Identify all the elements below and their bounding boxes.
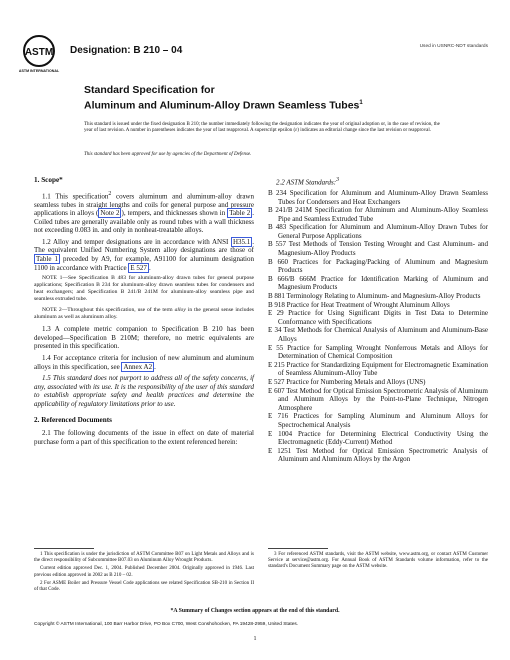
designation: Designation: B 210 – 04 [70,45,183,56]
ref-item: E 215 Practice for Standardizing Equipment for Electromagnetic Examination of Seamless Aluminum-Alloy Tube [268,360,488,378]
page-number: 1 [253,636,257,642]
footnote-divider-right [268,548,328,549]
section-2-heading: 2. Referenced Documents [34,415,112,424]
note-2: NOTE 2—Throughout this specification, use of the term alloy in the general sense includes aluminum as well as aluminum alloy. [34,307,254,321]
astm-logo [18,34,60,74]
left-column [34,176,254,449]
link-table-2[interactable]: Table 2 [229,209,251,218]
title-line-2: Aluminum and Aluminum-Alloy Drawn Seamless Tubes [84,99,360,111]
footnote-divider-left [34,548,94,549]
ref-item: B 660 Practices for Packaging/Packing of Aluminum and Magnesium Products [268,257,488,275]
copyright-line: Copyright © ASTM International, 100 Barr Harbor Drive, PO Box C700, West Conshohocken, PA 19428-2959, United States. [34,622,299,627]
agency-approval-note: This standard has been approved for use by agencies of the Department of Defense. [84,152,252,157]
astm-standards-heading: 2.2 ASTM Standards:$^3$ [276,177,340,187]
link-table-1[interactable]: Table 1 [36,255,58,264]
ref-item: E 1004 Practice for Determining Electrical Conductivity Using the Electromagnetic (Eddy-Current) Method [268,429,488,447]
ref-item: B 557 Test Methods of Tension Testing Wrought and Cast Aluminum- and Magnesium-Alloy Products [268,240,488,258]
svg-text:ASTM: ASTM [24,47,54,58]
ref-item: E 607 Test Method for Optical Emission Spectrometric Analysis of Aluminum and Aluminum Alloys by the Point-to-Plane Technique, Nitrogen Atmosphere [268,386,488,412]
ref-item: B 483 Specification for Aluminum and Aluminum-Alloy Drawn Tubes for General Purpose Applications [268,223,488,240]
summary-of-changes-note: *A Summary of Changes section appears at the end of this standard. [170,608,340,614]
paragraph-1-3: 1.3 A complete metric companion to Specification B 210 has been developed—Specification B 210M; therefore, no metric equivalents are presented in this specification. [34,325,254,351]
ref-item: B 234 Specification for Aluminum and Aluminum-Alloy Drawn Seamless Tubes for Condensers and Heat Exchangers [268,188,488,206]
logo-text: ASTM INTERNATIONAL [18,69,60,73]
link-note-2[interactable]: Note 2 [100,209,120,218]
document-title [84,84,444,112]
paragraph-2-1: 2.1 The following documents of the issue in effect on date of material purchase form a part of this specification to the extent referenced herein: [34,429,254,446]
paragraph-1-5: 1.5 This standard does not purport to address all of the safety concerns, if any, associated with its use. It is the responsibility of the user of this standard to establish appropriate safety and health practices and determine the applicability of regulatory limitations prior to use. [34,374,254,409]
footnote-1: 1 This specification is under the jurisdiction of ASTM Committee B07 on Light Metals and Alloys and is the direct responsibility of Subcommittee B07.03 on Aluminum Alloy Wrought Products. [34,552,254,564]
ref-item: E 29 Practice for Using Significant Digits in Test Data to Determine Conformance with Specifications [268,309,488,326]
title-line-1: Standard Specification for [84,84,215,96]
paragraph-1-2: 1.2 Alloy and temper designations are in accordance with ANSI H35.1 . The equivalent Unified Numbering System alloy designations are those of Table 1 preceded by A9, for example, A91100 for aluminum designation 1100 in accordance with Practice E 527 . [34,237,254,272]
ref-item: B 881 Terminology Relating to Aluminum- and Magnesium-Alloy Products [268,292,481,301]
paragraph-1-4: 1.4 For acceptance criteria for inclusion of new aluminum and aluminum alloys in this specification, see Annex A2 . [34,354,254,371]
note-1: NOTE 1—See Specification B 483 for aluminum-alloy drawn tubes for general purpose applications; Specification B 234 for aluminum-alloy drawn seamless tubes for condensers and heat exchangers; and Specification B 241/B 241M for aluminum-alloy seamless pipe and seamless extruded tube. [34,275,254,303]
ref-item: E 527 Practice for Numbering Metals and Alloys (UNS) [268,377,426,386]
link-annex-a2[interactable]: Annex A2 [123,362,153,371]
ref-item: E 34 Test Methods for Chemical Analysis of Aluminum and Aluminum-Base Alloys [268,326,488,344]
ref-item: B 918 Practice for Heat Treatment of Wrought Aluminum Alloys [268,300,450,309]
link-e-527[interactable]: E 527 [130,263,147,272]
ref-item: E 716 Practices for Sampling Aluminum and Aluminum Alloys for Spectrochemical Analysis [268,412,488,429]
link-h35-1[interactable]: H35.1 [232,237,251,246]
footnote-3: 3 For referenced ASTM standards, visit the ASTM website, www.astm.org, or contact ASTM Customer Service at service@astm.org. For Annual Book of ASTM Standards volume information, refer to the standard's Document Summary page on the ASTM website. [268,552,488,570]
paragraph-1-1: 1.1 This specification$^2$ covers aluminum and aluminum-alloy drawn seamless tubes in straight lengths and coils for general purpose and pressure applications in alloys ( Note 2 ), tempers, and thicknesses shown in Table 2 . Coiled tubes are generally available only as round tubes with a wall thickness not exceeding 0.083 in. and only in nonheat-treatable alloys. [34,190,254,235]
footnote-1-edition: Current edition approved Dec. 1, 2004. Published December 2004. Originally approved in 1946. Last previous edition approved in 2002 as B 210 – 02. [34,566,254,578]
ref-item: B 666/B 666M Practice for Identification Marking of Aluminum and Magnesium Products [268,274,488,292]
ref-item: E 1251 Test Method for Optical Emission Spectrometric Analysis of Aluminum and Aluminum Alloys by the Argon [268,446,488,464]
footnote-2: 2 For ASME Boiler and Pressure Vessel Code applications see related Specification SB-210 in Section II of that Code. [34,580,254,593]
ref-item: B 241/B 241M Specification for Aluminum and Aluminum-Alloy Seamless Pipe and Seamless Extruded Tube [268,206,488,223]
footnotes-left [34,552,254,595]
used-in-note: Used in USNRC-NDT standards [419,44,488,49]
section-1-heading: 1. Scope* [34,176,63,184]
footnotes-right [268,552,488,573]
ref-item: E 55 Practice for Sampling Wrought Nonferrous Metals and Alloys for Determination of Chemical Composition [268,343,488,361]
standard-issuance-note: This standard is issued under the fixed designation B 210; the number immediately following the designation indicates the year of original adoption or, in the case of revision, the year of last revision. A number in parentheses indicates the year of last reapproval. A superscript epsilon (ε) indicates an editorial change since the last revision or reapproval. [84,122,440,134]
right-column [268,176,488,464]
title-footnote-ref: 1 [359,99,363,106]
